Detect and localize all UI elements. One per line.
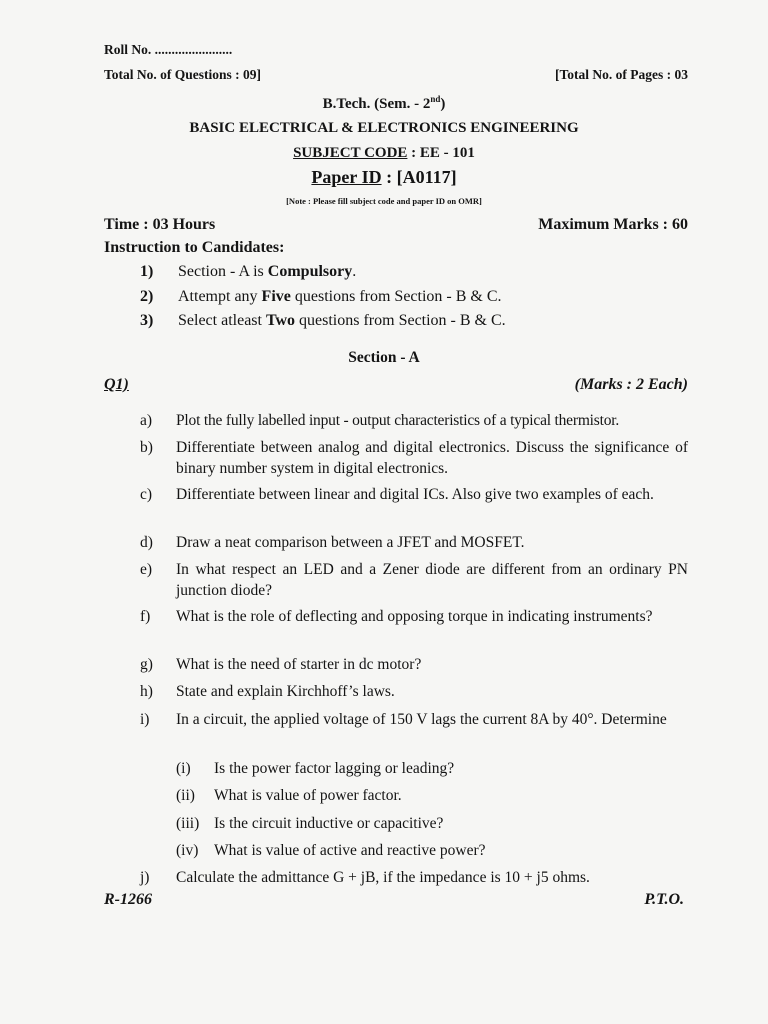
instruction-text-bold: Compulsory (267, 263, 353, 280)
course-end: ) (440, 96, 446, 112)
question-label: j) (140, 869, 150, 886)
instruction-number: 2) (140, 288, 154, 305)
subpart-label: (iv) (176, 842, 199, 859)
course-text: B.Tech. (Sem. - 2 (322, 96, 431, 112)
instruction-text (178, 263, 356, 281)
instruction-text-pre: Attempt any (178, 288, 262, 305)
question-text: Plot the fully labelled input - output characteristics of a typical thermistor. (176, 412, 620, 429)
instruction-text-pre: Select atleast (178, 312, 266, 329)
paper-id-label: Paper ID (311, 167, 382, 187)
question-label: i) (140, 711, 150, 728)
question-label: a) (140, 412, 153, 429)
question-text: What is the need of starter in dc motor? (176, 656, 422, 673)
question-text: Draw a neat comparison between a JFET and MOSFET. (176, 534, 525, 551)
question-number: Q1) (104, 376, 129, 393)
subpart-label: (i) (176, 760, 191, 777)
instruction-text-bold: Five (261, 288, 291, 305)
total-pages: [Total No. of Pages : 03 (555, 67, 688, 82)
question-text: Differentiate between linear and digital ICs. Also give two examples of each. (176, 486, 654, 503)
instruction-text-bold: Two (265, 312, 296, 329)
paper-id-value: : [A0117] (381, 167, 457, 187)
subpart-label: (iii) (176, 815, 200, 832)
question-text: In a circuit, the applied voltage of 150 V lags the current 8A by 40°. Determine (176, 711, 667, 728)
roll-number: Roll No. ....................... (104, 42, 233, 57)
instruction-text-post: . (352, 263, 357, 280)
course-title (0, 94, 768, 113)
course-superscript: nd (430, 94, 441, 104)
subject-code-label: SUBJECT CODE (293, 145, 408, 161)
subpart-label: (ii) (176, 787, 195, 804)
maximum-marks: Maximum Marks : 60 (538, 216, 688, 233)
marks-each: (Marks : 2 Each) (574, 376, 688, 393)
total-questions: Total No. of Questions : 09] (104, 67, 262, 82)
exam-time: Time : 03 Hours (104, 216, 216, 233)
question-text: Calculate the admittance G + jB, if the impedance is 10 + j5 ohms. (176, 869, 590, 886)
section-title: Section - A (348, 349, 420, 366)
subpart-text: Is the circuit inductive or capacitive? (214, 815, 444, 832)
paper-code: R-1266 (104, 891, 152, 908)
subject-code-value: : EE - 101 (407, 145, 475, 161)
please-turn-over: P.T.O. (644, 891, 684, 908)
subpart-text: Is the power factor lagging or leading? (214, 760, 455, 777)
question-text: What is the role of deflecting and opposing torque in indicating instruments? (176, 608, 653, 625)
question-label: c) (140, 486, 153, 503)
instruction-number: 1) (140, 263, 154, 280)
question-label: d) (140, 534, 153, 551)
question-label: h) (140, 683, 153, 700)
question-label: g) (140, 656, 153, 673)
subpart-text: What is value of power factor. (214, 787, 402, 804)
instruction-text-pre: Section - A is (178, 263, 268, 280)
question-text: In what respect an LED and a Zener diode are different from an ordinary PN junction diode? (176, 561, 688, 599)
omr-note: [Note : Please fill subject code and paper ID on OMR] (286, 196, 482, 206)
instruction-text-post: questions from Section - B & C. (290, 288, 502, 305)
instructions-title: Instruction to Candidates: (104, 239, 285, 256)
question-label: e) (140, 561, 153, 578)
subject-code (0, 145, 768, 162)
question-label: f) (140, 608, 151, 625)
instruction-text (178, 288, 502, 306)
subpart-text: What is value of active and reactive power? (214, 842, 486, 859)
question-text: Differentiate between analog and digital electronics. Discuss the significance of binary number system in digital electronics. (176, 439, 688, 477)
subject-name: BASIC ELECTRICAL & ELECTRONICS ENGINEERING (189, 120, 579, 136)
instruction-number: 3) (140, 312, 154, 329)
question-label: b) (140, 439, 153, 456)
paper-id (0, 167, 768, 188)
instruction-text (178, 312, 506, 330)
question-text: State and explain Kirchhoff’s laws. (176, 683, 395, 700)
instruction-text-post: questions from Section - B & C. (295, 312, 506, 329)
